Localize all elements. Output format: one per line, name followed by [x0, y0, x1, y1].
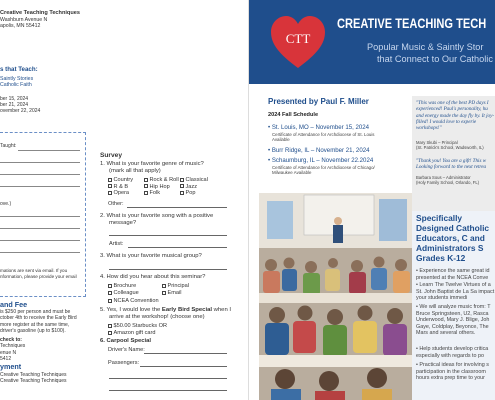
schedule-note [272, 132, 375, 143]
benefit-bullet: • Experience the same great id presented at the NCEA Conve [416, 268, 490, 281]
other-label: Other: [108, 201, 124, 207]
testimonial-author-line: Barbara Sous – Administrator [416, 175, 471, 180]
form-field-line[interactable] [0, 216, 80, 217]
survey-q3: 3. What is your favorite musical group? [100, 253, 202, 259]
testimonial-author-line: (St. Patrick's School, Wadsworth, IL) [416, 145, 484, 151]
seminar-sub-line: Saintly Stories [0, 76, 34, 82]
survey-section [100, 152, 246, 366]
benefit-text: Practical ideas for involving s participation in the classroom hours extra prep time to your [416, 362, 489, 382]
driver-label: Driver's Name: [108, 347, 145, 353]
other-input[interactable] [127, 207, 227, 208]
option-label: Classical [185, 177, 208, 183]
schedule-note-line: Certificate of Attendance for Archdiocese of Chicago/ [272, 165, 375, 170]
payment-line: Creative Teaching Techniques [0, 378, 67, 385]
form-field-line[interactable] [0, 174, 80, 175]
payment-heading: yment [0, 362, 22, 371]
fee-line: enue N [0, 349, 17, 356]
benefit-text: Learn The Twelve Virtues of a St. John Baptist de La Sa impact your students immedi [416, 282, 495, 302]
seminar-heading: s that Teach: [0, 66, 38, 73]
survey-title: Survey [100, 152, 122, 159]
fee-heading: and Fee [0, 300, 28, 309]
testimonial-quote: "Thank you! You are a gift! This w Looking forward to the next retrea [416, 158, 487, 171]
checkbox[interactable] [108, 331, 112, 335]
genre-option-hiphop[interactable] [144, 184, 180, 191]
heard-option-colleague[interactable] [108, 290, 162, 297]
genre-option-opera[interactable] [108, 190, 144, 197]
return-address-line1: Washburn Avenue N [0, 16, 48, 23]
schedule-note-line: Available [272, 137, 290, 143]
survey-q2: 2. What is your favorite song with a positive [100, 213, 214, 219]
passengers-input-2[interactable] [109, 378, 227, 379]
option-label: $50.00 Starbucks OR [113, 323, 167, 329]
benefit-text: Experience the same great id presented at the NCEA Conve [416, 268, 490, 281]
option-label: Folk [149, 190, 161, 197]
group-input[interactable] [109, 269, 227, 270]
passengers-label: Passengers: [108, 360, 140, 366]
checkbox[interactable] [108, 178, 112, 182]
fee-line: is $250 per person and must be [0, 309, 71, 315]
banner-subtitle-1: Popular Music & Saintly Stor [367, 42, 484, 52]
benefit-bullet: • We will analyze music from: T Bruce Springsteen, U2, Rasca Underwood, Mary J. Blige, Joh Gaye, Coldplay, Beyonce, The Mars and several others. [416, 304, 491, 337]
cover-panel [249, 0, 495, 400]
testimonial-author [416, 140, 495, 150]
seminar-date: ber 21, 2024 [0, 102, 29, 109]
fee-line: 5412 [0, 356, 12, 363]
option-label: Country [113, 177, 134, 183]
genre-option-rnb[interactable] [108, 184, 144, 191]
form-note-line: nformation, please provide your email [0, 273, 77, 279]
q5-text: when I [212, 307, 231, 313]
fee-line: Techniques [0, 343, 26, 350]
seminar-date: ber 15, 2024 [0, 96, 29, 102]
early-bird-amazon[interactable] [108, 330, 155, 336]
benefit-bullet: • Help students develop critica especially with regards to po [416, 346, 489, 359]
form-field-line[interactable] [0, 162, 80, 163]
benefit-bullet: • Practical ideas for involving s participation in the classroom hours extra prep time to your [416, 362, 489, 382]
return-address-org: Creative Teaching Techniques [0, 10, 80, 16]
fee-body [0, 309, 77, 362]
payment-body [0, 372, 67, 385]
seminar-date: ovember 22, 2024 [0, 108, 41, 115]
fee-line: driver's gasoline (up to $100). [0, 327, 66, 334]
logo-text: CTT [285, 31, 311, 46]
schedule-item: • Burr Ridge, IL – November 21, 2024 [268, 147, 370, 154]
option-label: Pop [185, 190, 196, 197]
option-label: NCEA Convention [113, 298, 159, 304]
option-label: Email [167, 290, 182, 296]
early-bird-starbucks[interactable] [108, 323, 167, 329]
designed-for-title: Specifically Designed Catholic Educators, C and Administrators S Grades K-12 [416, 213, 490, 263]
seminar-dates [0, 96, 40, 115]
checkbox[interactable] [144, 191, 148, 195]
heard-option-principal[interactable] [162, 283, 216, 290]
testimonial-author [416, 175, 495, 185]
checkbox[interactable] [108, 284, 112, 288]
benefit-text: Help students develop critica especially with regards to po [416, 346, 489, 359]
heard-option-brochure[interactable] [108, 283, 162, 290]
return-address-line2: apolis, MN 55412 [0, 23, 41, 30]
payment-line: Creative Teaching Techniques [0, 372, 67, 378]
benefit-text: We will analyze music from: T Bruce Springsteen, U2, Rasca Underwood, Mary J. Blige, Joh Gaye, Coldplay, Beyonce, The Mars and several others. [416, 304, 491, 337]
option-label: Principal [167, 283, 189, 289]
banner-title: CREATIVE TEACHING TECH [337, 16, 487, 31]
schedule-note-line: Certificate of Attendance for Archdiocese of St. Louis [272, 132, 375, 137]
survey-q6: 6. Carpool Special [100, 338, 152, 344]
benefit-bullet: • Learn The Twelve Virtues of a St. John Baptist de La Sa impact your students immedi [416, 282, 495, 302]
genre-option-classical[interactable] [180, 177, 216, 184]
survey-q5c: arrive at the workshop! (choose one) [109, 314, 205, 320]
schedule-item: • St. Louis, MO – November 15, 2024 [268, 124, 370, 131]
checkbox[interactable] [108, 324, 112, 328]
q5-bold: Early Bird Special [161, 307, 212, 313]
checkbox[interactable] [162, 291, 166, 295]
passengers-input-3[interactable] [109, 390, 227, 391]
genre-option-jazz[interactable] [180, 184, 216, 191]
fee-line: more register at the same time, [0, 321, 70, 328]
option-label: R & B [113, 183, 129, 190]
heard-option-email[interactable] [162, 290, 216, 297]
return-address [0, 10, 80, 30]
fee-line: ctober 4th to receive the Early Bird [0, 315, 77, 322]
checkbox[interactable] [180, 184, 184, 188]
survey-q1: 1. What is your favorite genre of music? [100, 161, 204, 167]
option-label: Amazon gift card [113, 330, 156, 336]
genre-option-rock[interactable] [144, 177, 180, 184]
seminar-sub-line: Catholic Faith [0, 82, 32, 89]
option-label: Jazz [185, 183, 198, 190]
grade-taught-field[interactable] [18, 150, 80, 151]
checkbox[interactable] [162, 284, 166, 288]
seminar-subtitle [0, 76, 33, 89]
schedule-heading: 2024 Fall Schedule [268, 112, 319, 118]
banner-subtitle-2: that Connect to Our Catholic [377, 54, 493, 64]
presenter: Presented by Paul F. Miller [268, 97, 369, 106]
genre-options [108, 177, 216, 197]
title-banner [249, 0, 495, 84]
fee-check-heading: check to: [0, 337, 22, 344]
schedule-note-line: Milwaukee Available [272, 170, 312, 176]
option-label: Opera [113, 190, 130, 197]
option-label: Brochure [113, 283, 137, 289]
checkbox[interactable] [144, 178, 148, 182]
form-field-line[interactable] [0, 228, 80, 229]
workshop-audience-photo [259, 193, 412, 400]
testimonial-author-line: (Holy Family School, Orlando, FL) [416, 180, 480, 186]
form-field-line[interactable] [0, 186, 80, 187]
heard-option-ncea[interactable] [108, 298, 159, 304]
survey-q1-hint: (mark all that apply) [109, 168, 161, 174]
checkbox[interactable] [180, 178, 184, 182]
checkbox[interactable] [108, 299, 112, 303]
schedule-note [272, 165, 375, 176]
checkbox[interactable] [108, 184, 112, 188]
q5-text: 5. Yes, I would love the [100, 307, 162, 313]
form-field-line[interactable] [0, 252, 80, 253]
survey-q2b: message? [109, 220, 137, 226]
testimonials [412, 96, 495, 211]
option-label: Hip Hop [149, 183, 170, 190]
form-email-note [0, 268, 77, 280]
survey-q4: 4. How did you hear about this seminar? [100, 274, 206, 280]
testimonial-author-line: Mary Skubi – Principal [416, 140, 458, 145]
form-hint-label: ove.) [0, 201, 12, 207]
song-input[interactable] [109, 235, 227, 236]
driver-input[interactable] [144, 353, 227, 354]
grade-taught-label: Taught: [0, 143, 17, 149]
form-field-line[interactable] [0, 240, 80, 241]
checkbox[interactable] [108, 291, 112, 295]
checkbox[interactable] [180, 191, 184, 195]
option-label: Rock & Roll [149, 177, 179, 183]
heard-options [108, 283, 216, 297]
form-note-line: mations are sent via email. If you [0, 268, 68, 273]
artist-input[interactable] [128, 247, 227, 248]
genre-option-country[interactable] [108, 177, 144, 184]
genre-option-folk[interactable] [144, 190, 180, 197]
genre-option-pop[interactable] [180, 190, 216, 197]
option-label: Colleague [113, 290, 139, 296]
checkbox[interactable] [144, 184, 148, 188]
testimonial-quote: "This was one of the best PD days I experienced! Paul's personality, hu and energy made the day fly by. It joy-filled! I would love to experie workshops!" [416, 100, 495, 132]
schedule-item: • Schaumburg, IL – November 22.2024 [268, 157, 374, 164]
passengers-input[interactable] [140, 366, 227, 367]
artist-label: Artist: [109, 241, 124, 247]
checkbox[interactable] [108, 191, 112, 195]
